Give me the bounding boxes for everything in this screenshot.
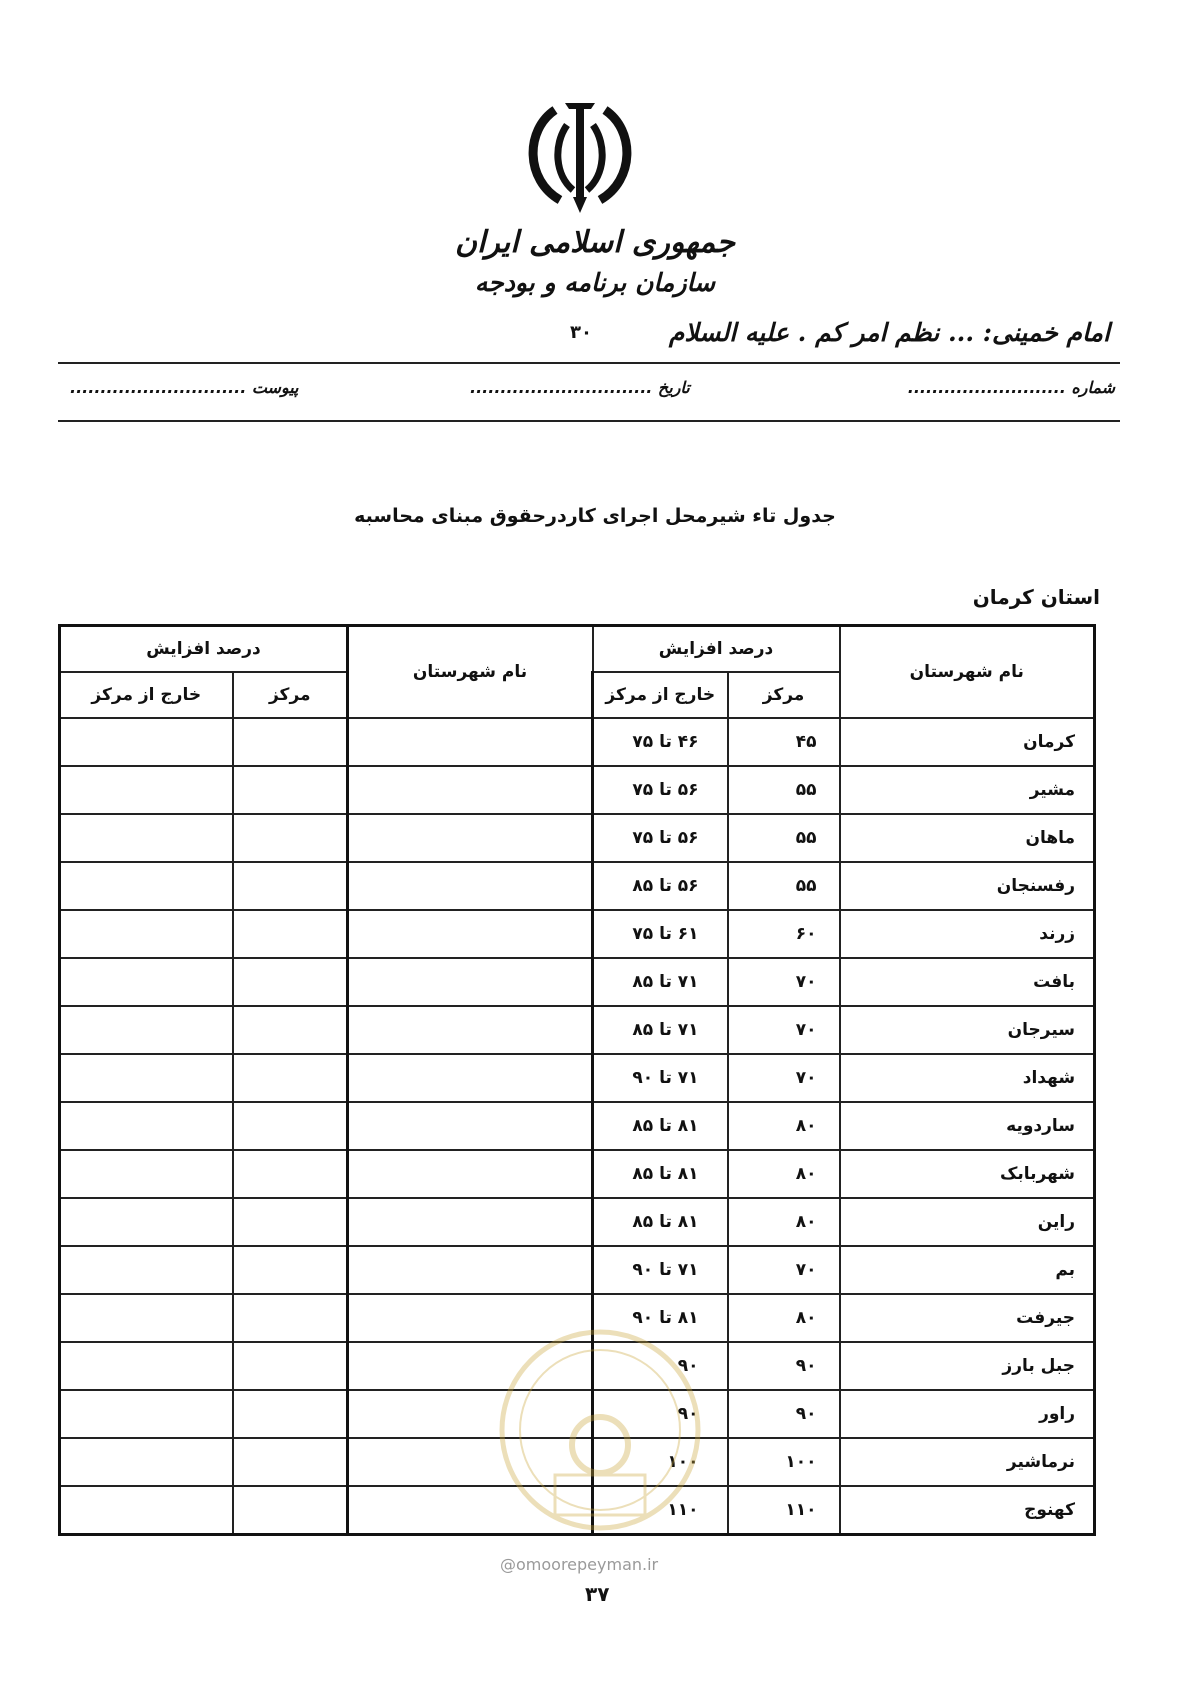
city-cell: شهداد xyxy=(840,1054,1095,1102)
city-cell: کرمان xyxy=(840,718,1095,766)
table-row xyxy=(60,1246,1095,1294)
empty-center-cell xyxy=(233,862,348,910)
outside-percent-cell: ۴۶ تا ۷۵ xyxy=(593,718,728,766)
center-percent-cell: ۹۰ xyxy=(728,1342,840,1390)
empty-city-cell xyxy=(348,958,593,1006)
empty-outside-cell xyxy=(60,1246,233,1294)
table-row xyxy=(60,1102,1095,1150)
number-field: شماره .......................... xyxy=(907,378,1115,397)
center-percent-cell: ۱۱۰ xyxy=(728,1486,840,1535)
empty-center-cell xyxy=(233,910,348,958)
empty-city-cell xyxy=(348,814,593,862)
header-center-right: مرکز xyxy=(728,672,840,718)
header-outside-left: خارج از مرکز xyxy=(60,672,233,718)
center-percent-cell: ۵۵ xyxy=(728,766,840,814)
outside-percent-cell: ۶۱ تا ۷۵ xyxy=(593,910,728,958)
city-cell: راین xyxy=(840,1198,1095,1246)
empty-outside-cell xyxy=(60,1198,233,1246)
empty-outside-cell xyxy=(60,958,233,1006)
empty-center-cell xyxy=(233,1486,348,1535)
empty-center-cell xyxy=(233,1054,348,1102)
empty-center-cell xyxy=(233,958,348,1006)
header-percent-right: درصد افزایش xyxy=(593,626,840,673)
center-percent-cell: ۵۵ xyxy=(728,814,840,862)
date-field: تاریخ .............................. xyxy=(470,378,690,397)
table-row xyxy=(60,1198,1095,1246)
table-row xyxy=(60,1150,1095,1198)
city-cell: شهربابک xyxy=(840,1150,1095,1198)
table-row xyxy=(60,814,1095,862)
empty-city-cell xyxy=(348,1102,593,1150)
empty-outside-cell xyxy=(60,1438,233,1486)
outside-percent-cell: ۱۱۰ xyxy=(593,1486,728,1535)
empty-outside-cell xyxy=(60,814,233,862)
empty-outside-cell xyxy=(60,718,233,766)
table-row xyxy=(60,1006,1095,1054)
empty-center-cell xyxy=(233,1390,348,1438)
header-rule-bottom xyxy=(58,420,1120,422)
empty-city-cell xyxy=(348,1054,593,1102)
table-row xyxy=(60,958,1095,1006)
header-center-left: مرکز xyxy=(233,672,348,718)
header-city-left: نام شهرستان xyxy=(348,626,593,719)
empty-outside-cell xyxy=(60,1342,233,1390)
center-percent-cell: ۵۵ xyxy=(728,862,840,910)
outside-percent-cell: ۸۱ تا ۸۵ xyxy=(593,1102,728,1150)
table-row xyxy=(60,910,1095,958)
empty-center-cell xyxy=(233,1342,348,1390)
empty-center-cell xyxy=(233,1438,348,1486)
empty-center-cell xyxy=(233,1006,348,1054)
city-cell: جبل بارز xyxy=(840,1342,1095,1390)
empty-city-cell xyxy=(348,1006,593,1054)
empty-city-cell xyxy=(348,1246,593,1294)
empty-center-cell xyxy=(233,718,348,766)
table-row xyxy=(60,862,1095,910)
empty-outside-cell xyxy=(60,1102,233,1150)
outside-percent-cell: ۹۰ xyxy=(593,1390,728,1438)
outside-percent-cell: ۷۱ تا ۹۰ xyxy=(593,1054,728,1102)
empty-outside-cell xyxy=(60,1390,233,1438)
document-title: جدول تاء شیرمحل اجرای کاردرحقوق مبنای محاسبه xyxy=(354,505,836,527)
city-cell: زرند xyxy=(840,910,1095,958)
empty-city-cell xyxy=(348,910,593,958)
header-city-right: نام شهرستان xyxy=(840,626,1095,719)
outside-percent-cell: ۸۱ تا ۹۰ xyxy=(593,1294,728,1342)
city-cell: مشیر xyxy=(840,766,1095,814)
center-percent-cell: ۸۰ xyxy=(728,1150,840,1198)
center-percent-cell: ۷۰ xyxy=(728,958,840,1006)
city-cell: سیرجان xyxy=(840,1006,1095,1054)
empty-outside-cell xyxy=(60,1486,233,1535)
city-cell: بافت xyxy=(840,958,1095,1006)
organization-name: سازمان برنامه و بودجه xyxy=(474,268,716,297)
empty-outside-cell xyxy=(60,862,233,910)
outside-percent-cell: ۵۶ تا ۷۵ xyxy=(593,766,728,814)
header-percent-left: درصد افزایش xyxy=(60,626,348,673)
outside-percent-cell: ۸۱ تا ۸۵ xyxy=(593,1150,728,1198)
center-percent-cell: ۷۰ xyxy=(728,1006,840,1054)
city-cell: راور xyxy=(840,1390,1095,1438)
empty-outside-cell xyxy=(60,1294,233,1342)
empty-center-cell xyxy=(233,1198,348,1246)
empty-outside-cell xyxy=(60,1006,233,1054)
center-percent-cell: ۷۰ xyxy=(728,1054,840,1102)
city-cell: نرماشیر xyxy=(840,1438,1095,1486)
city-cell: جیرفت xyxy=(840,1294,1095,1342)
table-row xyxy=(60,766,1095,814)
city-cell: رفسنجان xyxy=(840,862,1095,910)
empty-city-cell xyxy=(348,1150,593,1198)
city-cell: کهنوج xyxy=(840,1486,1095,1535)
empty-center-cell xyxy=(233,1294,348,1342)
empty-center-cell xyxy=(233,1102,348,1150)
outside-percent-cell: ۸۱ تا ۸۵ xyxy=(593,1198,728,1246)
empty-city-cell xyxy=(348,862,593,910)
empty-outside-cell xyxy=(60,1054,233,1102)
outside-percent-cell: ۷۱ تا ۸۵ xyxy=(593,958,728,1006)
table-row xyxy=(60,718,1095,766)
center-percent-cell: ۸۰ xyxy=(728,1198,840,1246)
header-outside-right: خارج از مرکز xyxy=(593,672,728,718)
header-motto: امام خمینی: ... نظم امر کم . علیه السلام xyxy=(668,318,1110,347)
empty-outside-cell xyxy=(60,766,233,814)
center-percent-cell: ۴۵ xyxy=(728,718,840,766)
outside-percent-cell: ۵۶ تا ۸۵ xyxy=(593,862,728,910)
center-percent-cell: ۸۰ xyxy=(728,1102,840,1150)
center-percent-cell: ۱۰۰ xyxy=(728,1438,840,1486)
outside-percent-cell: ۱۰۰ xyxy=(593,1438,728,1486)
outside-percent-cell: ۵۶ تا ۷۵ xyxy=(593,814,728,862)
empty-city-cell xyxy=(348,766,593,814)
empty-city-cell xyxy=(348,718,593,766)
center-percent-cell: ۹۰ xyxy=(728,1390,840,1438)
page-number-bottom: ۳۷ xyxy=(585,1582,610,1606)
empty-center-cell xyxy=(233,1150,348,1198)
empty-outside-cell xyxy=(60,910,233,958)
center-percent-cell: ۸۰ xyxy=(728,1294,840,1342)
empty-outside-cell xyxy=(60,1150,233,1198)
outside-percent-cell: ۷۱ تا ۸۵ xyxy=(593,1006,728,1054)
outside-percent-cell: ۷۱ تا ۹۰ xyxy=(593,1246,728,1294)
outside-percent-cell: ۹۰ xyxy=(593,1342,728,1390)
watermark-seal-icon xyxy=(495,1325,705,1535)
city-cell: ساردویه xyxy=(840,1102,1095,1150)
empty-center-cell xyxy=(233,1246,348,1294)
page-number-top: ۳۰ xyxy=(570,322,592,343)
country-name: جمهوری اسلامی ایران xyxy=(454,225,736,260)
table-row xyxy=(60,1054,1095,1102)
province-label: استان کرمان xyxy=(972,585,1100,609)
header-rule-top xyxy=(58,362,1120,364)
emblem-icon xyxy=(515,95,645,215)
center-percent-cell: ۷۰ xyxy=(728,1246,840,1294)
watermark-text: @omoorepeyman.ir xyxy=(500,1555,659,1574)
attachment-field: پیوست ............................. xyxy=(70,378,299,397)
center-percent-cell: ۶۰ xyxy=(728,910,840,958)
empty-city-cell xyxy=(348,1198,593,1246)
empty-center-cell xyxy=(233,814,348,862)
city-cell: بم xyxy=(840,1246,1095,1294)
empty-center-cell xyxy=(233,766,348,814)
city-cell: ماهان xyxy=(840,814,1095,862)
